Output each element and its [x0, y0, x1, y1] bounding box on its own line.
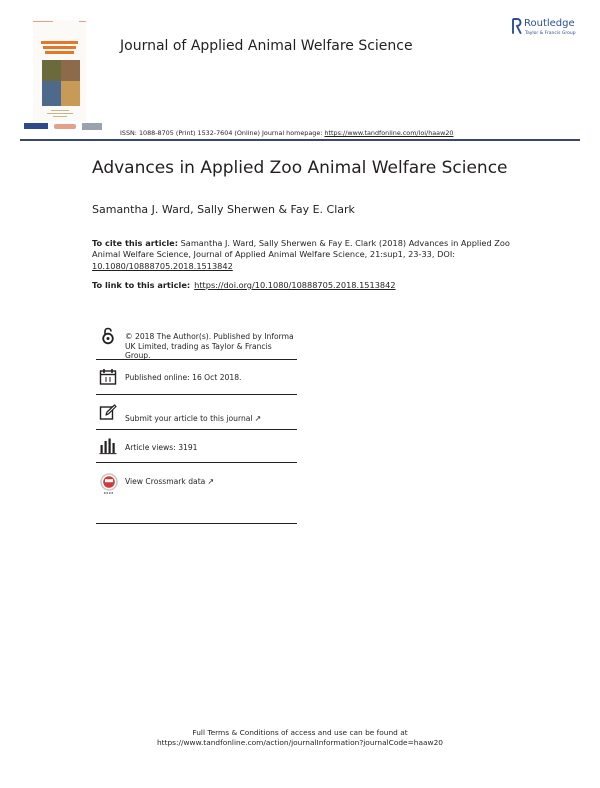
cover-photo	[42, 60, 80, 106]
citation-label: To cite this article:	[92, 238, 178, 248]
crossmark-icon	[99, 473, 119, 497]
article-views-text: Article views: 3191	[125, 443, 198, 452]
cover-footer-text	[47, 110, 73, 118]
publisher-subtitle: Taylor & Francis Group	[525, 31, 576, 36]
header-divider	[20, 139, 580, 141]
routledge-r-icon	[511, 18, 522, 34]
partner-logo-1	[24, 123, 48, 129]
footer-terms-text: Full Terms & Conditions of access and use can be found at	[192, 728, 408, 737]
crossmark-link[interactable]	[125, 477, 299, 487]
submit-row[interactable]	[96, 395, 297, 430]
footer-terms-link[interactable]: https://www.tandfonline.com/action/journalInformation?journalCode=haaw20	[157, 738, 443, 747]
citation-doi-link[interactable]: 10.1080/10888705.2018.1513842	[92, 260, 233, 271]
article-title: Advances in Applied Zoo Animal Welfare Science	[92, 158, 508, 178]
published-row	[96, 360, 297, 395]
page-footer	[0, 728, 600, 748]
journal-homepage-link[interactable]: https://www.tandfonline.com/loi/haaw20	[324, 129, 454, 137]
cover-logo	[41, 41, 78, 54]
citation-text: Samantha J. Ward, Sally Sherwen & Fay E. Clark (2018) Advances in Applied Zoo Animal Welfare Science, Journal of Applied Animal Welfare Science, 21:sup1, 23-33, DOI:	[92, 238, 510, 260]
open-access-icon	[99, 327, 117, 345]
article-link-line	[92, 280, 396, 290]
crossmark-row[interactable]	[96, 463, 297, 524]
external-link-icon: ↗	[254, 414, 262, 423]
edit-icon	[99, 404, 117, 422]
views-row	[96, 430, 297, 463]
article-link-label: To link to this article:	[92, 280, 191, 290]
routledge-logo[interactable]	[511, 18, 591, 40]
article-doi-link[interactable]: https://doi.org/10.1080/10888705.2018.1513842	[194, 280, 396, 290]
copyright-row	[96, 324, 297, 360]
article-authors: Samantha J. Ward, Sally Sherwen & Fay E. Clark	[92, 203, 355, 216]
crossmark-text: View Crossmark data	[125, 477, 206, 486]
cover-top-strip	[33, 20, 86, 23]
journal-cover-thumbnail[interactable]	[33, 20, 86, 121]
partner-logo-3	[82, 123, 102, 130]
calendar-icon	[99, 368, 117, 386]
journal-title[interactable]: Journal of Applied Animal Welfare Science	[120, 38, 413, 54]
issn-line	[120, 129, 453, 137]
partner-logos	[24, 123, 104, 130]
issn-text: ISSN: 1088-8705 (Print) 1532-7604 (Online) Journal homepage:	[120, 129, 325, 137]
publisher-name: Routledge	[524, 18, 575, 29]
submit-article-link[interactable]	[125, 414, 299, 424]
external-link-icon: ↗	[207, 477, 215, 486]
citation-block	[92, 238, 512, 272]
submit-article-text: Submit your article to this journal	[125, 414, 253, 423]
copyright-text: © 2018 The Author(s). Published by Informa UK Limited, trading as Taylor & Francis Group.	[125, 332, 294, 360]
bar-chart-icon	[99, 437, 117, 455]
published-date-text: Published online: 16 Oct 2018.	[125, 373, 242, 382]
partner-logo-2	[54, 124, 76, 129]
